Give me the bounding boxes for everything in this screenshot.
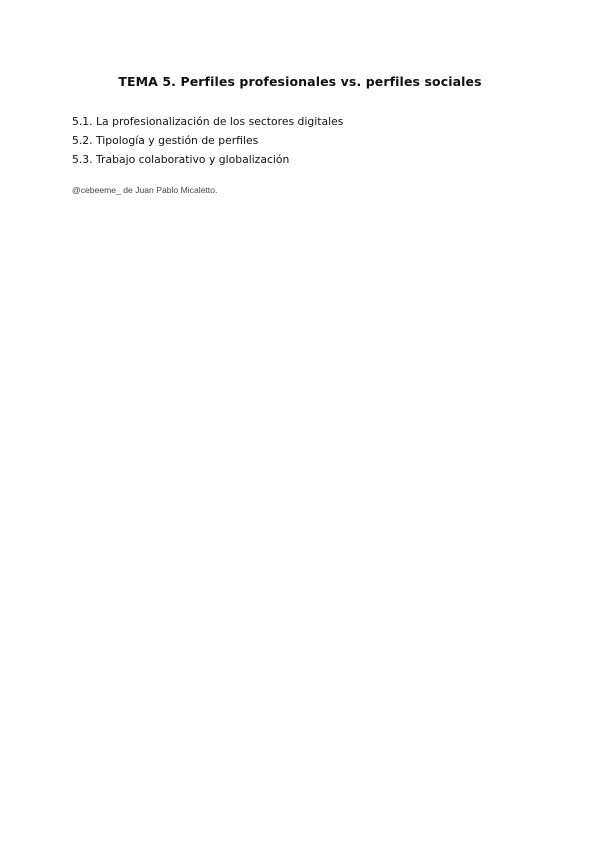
section-item-5-2: 5.2. Tipología y gestión de perfiles: [72, 134, 259, 147]
author-credit: @cebeeme_ de Juan Pablo Micaletto.: [72, 185, 218, 195]
page-title: TEMA 5. Perfiles profesionales vs. perfiles sociales: [118, 74, 482, 89]
section-list: [72, 112, 343, 169]
section-item-5-3: 5.3. Trabajo colaborativo y globalización: [72, 153, 290, 166]
section-item-5-1: 5.1. La profesionalización de los sectores digitales: [72, 115, 344, 128]
